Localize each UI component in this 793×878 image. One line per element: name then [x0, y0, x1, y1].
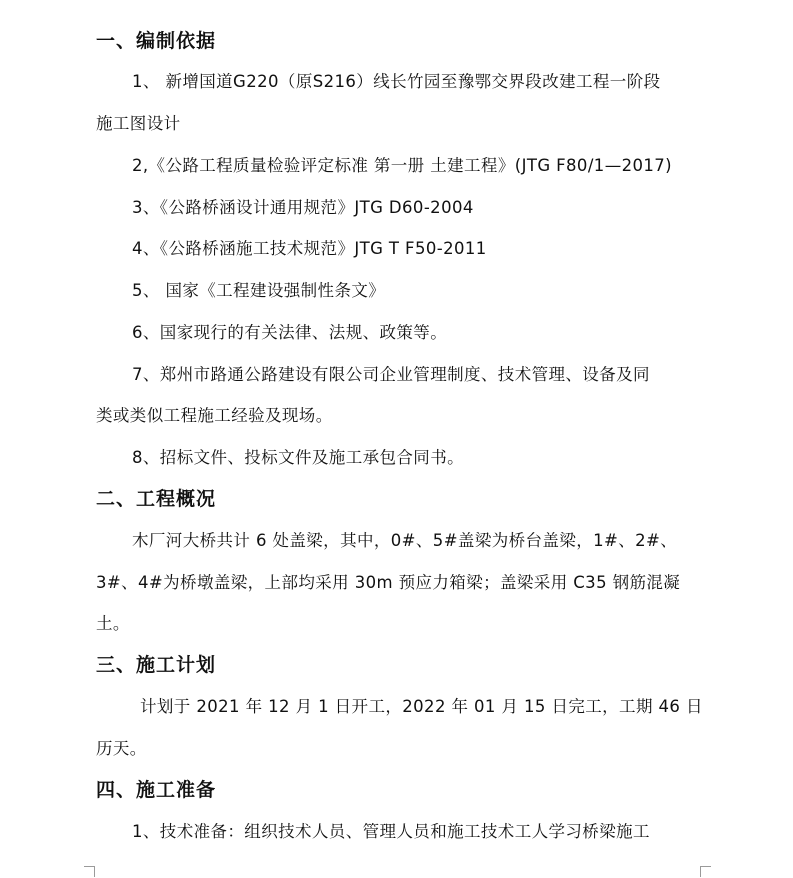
- margin-crop-mark-left: [84, 866, 95, 877]
- section-heading: 二、工程概况: [96, 488, 217, 510]
- paragraph-line: 施工图设计: [96, 114, 181, 133]
- paragraph-line: 1、 新增国道G220（原S216）线长竹园至豫鄂交界段改建工程一阶段: [132, 72, 661, 91]
- paragraph-line: 7、郑州市路通公路建设有限公司企业管理制度、技术管理、设备及同: [132, 365, 650, 384]
- paragraph-line: 土。: [96, 614, 130, 633]
- paragraph-line: 历天。: [96, 739, 147, 758]
- section-heading: 一、编制依据: [96, 30, 217, 52]
- paragraph-line: 2,《公路工程质量检验评定标准 第一册 土建工程》(JTG F80/1—2017): [132, 156, 673, 175]
- paragraph-line: 计划于 2021 年 12 月 1 日开工，2022 年 01 月 15 日完工，工期 46 日: [140, 697, 703, 716]
- paragraph-line: 5、 国家《工程建设强制性条文》: [132, 281, 386, 300]
- paragraph-line: 1、技术准备：组织技术人员、管理人员和施工技术工人学习桥梁施工: [132, 822, 650, 841]
- margin-crop-mark-right: [700, 866, 711, 877]
- paragraph-line: 4、《公路桥涵施工技术规范》JTG T F50-2011: [132, 239, 487, 258]
- paragraph-line: 3#、4#为桥墩盖梁，上部均采用 30m 预应力箱梁；盖梁采用 C35 钢筋混凝: [96, 573, 681, 592]
- paragraph-line: 8、招标文件、投标文件及施工承包合同书。: [132, 448, 464, 467]
- paragraph-line: 类或类似工程施工经验及现场。: [96, 406, 333, 425]
- section-heading: 三、施工计划: [96, 654, 217, 676]
- section-heading: 四、施工准备: [96, 779, 217, 801]
- paragraph-line: 3、《公路桥涵设计通用规范》JTG D60-2004: [132, 198, 474, 217]
- paragraph-line: 6、国家现行的有关法律、法规、政策等。: [132, 323, 448, 342]
- paragraph-line: 木厂河大桥共计 6 处盖梁，其中，0#、5#盖梁为桥台盖梁，1#、2#、: [132, 531, 678, 550]
